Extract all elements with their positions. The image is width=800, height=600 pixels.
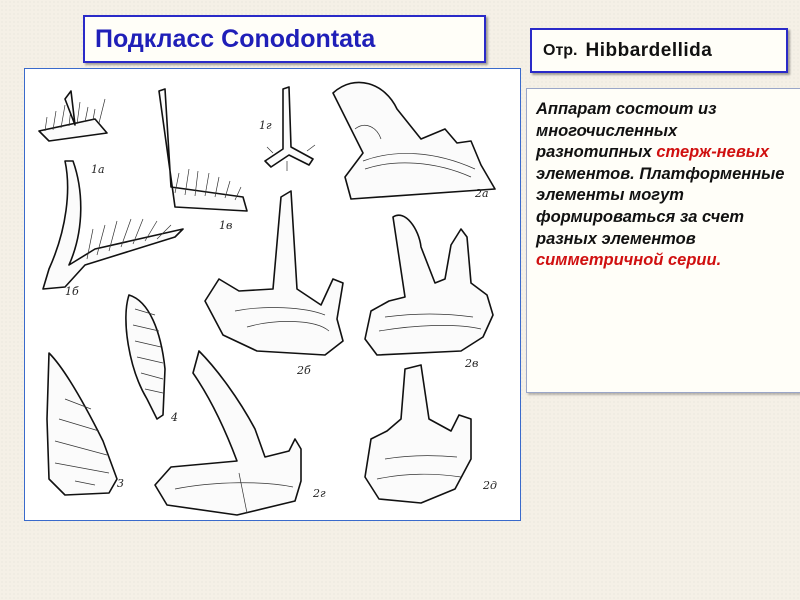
description-part1: Аппарат состоит из многочисленных разнотипных bbox=[536, 100, 717, 162]
element-2b bbox=[205, 191, 343, 355]
description-box bbox=[526, 88, 800, 393]
element-2v bbox=[365, 215, 493, 355]
element-1g bbox=[265, 87, 315, 171]
element-1v bbox=[159, 89, 247, 211]
element-4 bbox=[126, 295, 165, 419]
element-2a bbox=[333, 82, 495, 199]
label-2b: 2б bbox=[297, 364, 311, 377]
element-1b bbox=[43, 161, 183, 289]
description-text bbox=[536, 99, 792, 272]
label-1a: 1а bbox=[91, 163, 105, 176]
label-2v: 2в bbox=[465, 357, 479, 370]
element-3 bbox=[47, 353, 117, 495]
description-highlight-series: симметричной серии. bbox=[536, 251, 722, 270]
element-2g bbox=[155, 351, 301, 515]
slide-title: Подкласс Conodontata bbox=[95, 24, 376, 53]
title-box bbox=[83, 15, 486, 63]
order-box bbox=[530, 28, 788, 73]
order-prefix: Отр. bbox=[543, 41, 578, 59]
order-name: Hibbardellida bbox=[585, 39, 713, 61]
conodont-figure bbox=[24, 68, 521, 521]
conodont-drawings bbox=[25, 69, 521, 521]
element-1a bbox=[39, 91, 107, 141]
label-4: 4 bbox=[171, 411, 178, 424]
label-1b: 1б bbox=[65, 285, 79, 298]
label-1v: 1в bbox=[219, 219, 233, 232]
description-part2: элементов. Платформенные элементы могут формироваться за счет разных элементов bbox=[536, 164, 785, 248]
label-1g: 1г bbox=[259, 119, 272, 132]
description-highlight-rod: стерж-невых bbox=[656, 143, 770, 162]
label-3: 3 bbox=[117, 477, 124, 490]
element-2d bbox=[365, 365, 471, 503]
label-2g: 2г bbox=[313, 487, 326, 500]
label-2d: 2д bbox=[483, 479, 497, 492]
label-2a: 2а bbox=[475, 187, 489, 200]
